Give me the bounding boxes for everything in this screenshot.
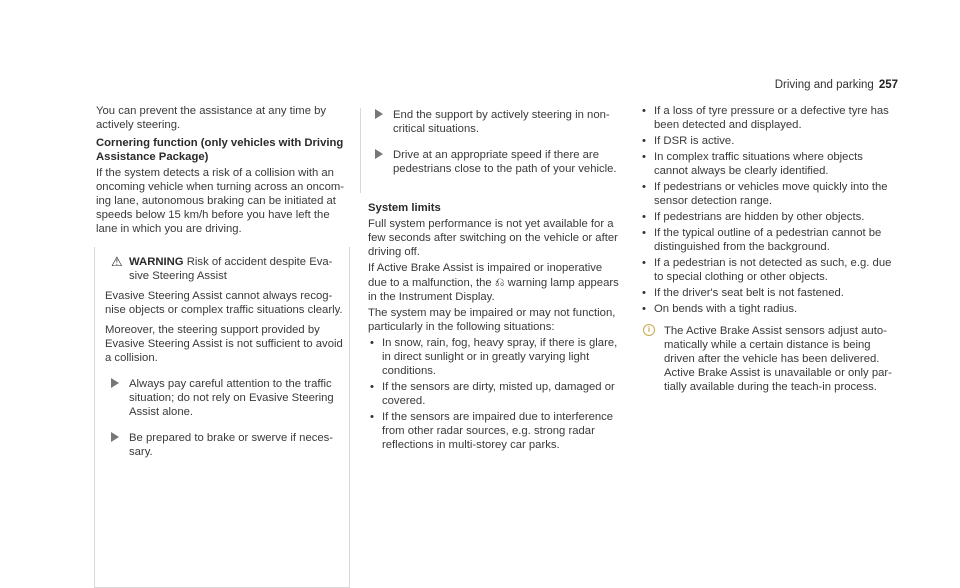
arrow-right-icon: [111, 378, 119, 388]
list-item: • If pedestrians or vehicles move quickly into the sensor detection range.: [640, 180, 895, 208]
list-item: • If the driver's seat belt is not fastened.: [640, 286, 895, 300]
warning-paragraph-2: Moreover, the steering support provided by Evasive Steering Assist is not sufficient to avoid a collision.: [105, 324, 343, 364]
warning-triangle-icon: ⚠: [111, 254, 123, 269]
list-item: • If the sensors are impaired due to interference from other radar sources, e.g. strong radar reflections in multi-storey car parks.: [368, 410, 624, 452]
column-2: [368, 104, 624, 454]
warning-box: [94, 247, 350, 588]
cornering-body: If the system detects a risk of a collision with an oncoming vehicle when turning across an oncom-ing lane, autonomous braking can be initiated at speeds below 15 km/h before you have left the lane in which you are driving.: [96, 167, 345, 235]
intro-text: You can prevent the assistance at any time by actively steering.: [96, 105, 327, 131]
column-1: [96, 104, 346, 588]
info-note-text: The Active Brake Assist sensors adjust auto-matically while a certain distance is being driven after the vehicle has been delivered. Active Brake Assist is unavailable or only par-tially available during the teach-in process.: [664, 325, 892, 393]
arrow-right-icon: [375, 149, 383, 159]
warning-title: [105, 255, 349, 283]
limits-list-continued: [640, 104, 895, 316]
page-header: [775, 78, 898, 92]
warning-step: [105, 431, 349, 459]
list-item: • If DSR is active.: [640, 134, 895, 148]
warning-step: [105, 377, 349, 419]
list-item: • If the typical outline of a pedestrian cannot be distinguished from the background.: [640, 226, 895, 254]
list-item: • On bends with a tight radius.: [640, 302, 895, 316]
section-title: Driving and parking: [774, 79, 874, 91]
cornering-heading: Cornering function (only vehicles with Driving Assistance Package): [96, 137, 344, 163]
list-item: • In snow, rain, fog, heavy spray, if there is glare, in direct sunlight or in greatly varying light conditions.: [368, 336, 624, 378]
list-item: • If a pedestrian is not detected as such, e.g. due to special clothing or other objects.: [640, 256, 895, 284]
brake-warning-lamp-icon: ⎌: [494, 275, 505, 289]
system-limits-p2: [368, 261, 624, 304]
warning-paragraph-1: Evasive Steering Assist cannot always recog-nise objects or complex traffic situations clearly.: [105, 290, 343, 316]
warning-box-continued: [360, 108, 624, 193]
warning-title-text: Risk of accident despite Eva-sive Steering Assist: [129, 256, 333, 282]
limits-list: [368, 336, 624, 452]
arrow-right-icon: [375, 109, 383, 119]
lamp-text-before: If Active Brake Assist is impaired or inoperative due to a malfunction, the: [368, 262, 603, 289]
warning-step-text: Be prepared to brake or swerve if neces-sary.: [129, 432, 334, 458]
warning-label: WARNING: [129, 256, 184, 268]
warning-step: [369, 108, 624, 136]
list-item: • If the sensors are dirty, misted up, damaged or covered.: [368, 380, 624, 408]
page-number: 257: [878, 79, 898, 91]
list-item: • If pedestrians are hidden by other objects.: [640, 210, 895, 224]
info-note: [640, 324, 895, 394]
system-limits-heading: System limits: [368, 202, 441, 214]
arrow-right-icon: [111, 432, 119, 442]
warning-step: [369, 148, 624, 176]
warning-step-text: Always pay careful attention to the traffic situation; do not rely on Evasive Steering Assist alone.: [129, 378, 334, 418]
list-item: • In complex traffic situations where objects cannot always be clearly identified.: [640, 150, 895, 178]
system-limits-p1: Full system performance is not yet available for a few seconds after switching on the vehicle or after driving off.: [368, 218, 618, 258]
lamp-text-after: warning lamp appears in the Instrument Display.: [368, 277, 619, 303]
warning-step-text: Drive at an appropriate speed if there are pedestrians close to the path of your vehicle.: [393, 149, 617, 175]
list-item: • If a loss of tyre pressure or a defective tyre has been detected and displayed.: [640, 104, 895, 132]
system-limits-p3: The system may be impaired or may not function, particularly in the following situations:: [368, 307, 616, 333]
column-3: [640, 104, 895, 394]
info-icon: i: [643, 324, 655, 336]
warning-step-text: End the support by actively steering in non-critical situations.: [393, 109, 610, 135]
